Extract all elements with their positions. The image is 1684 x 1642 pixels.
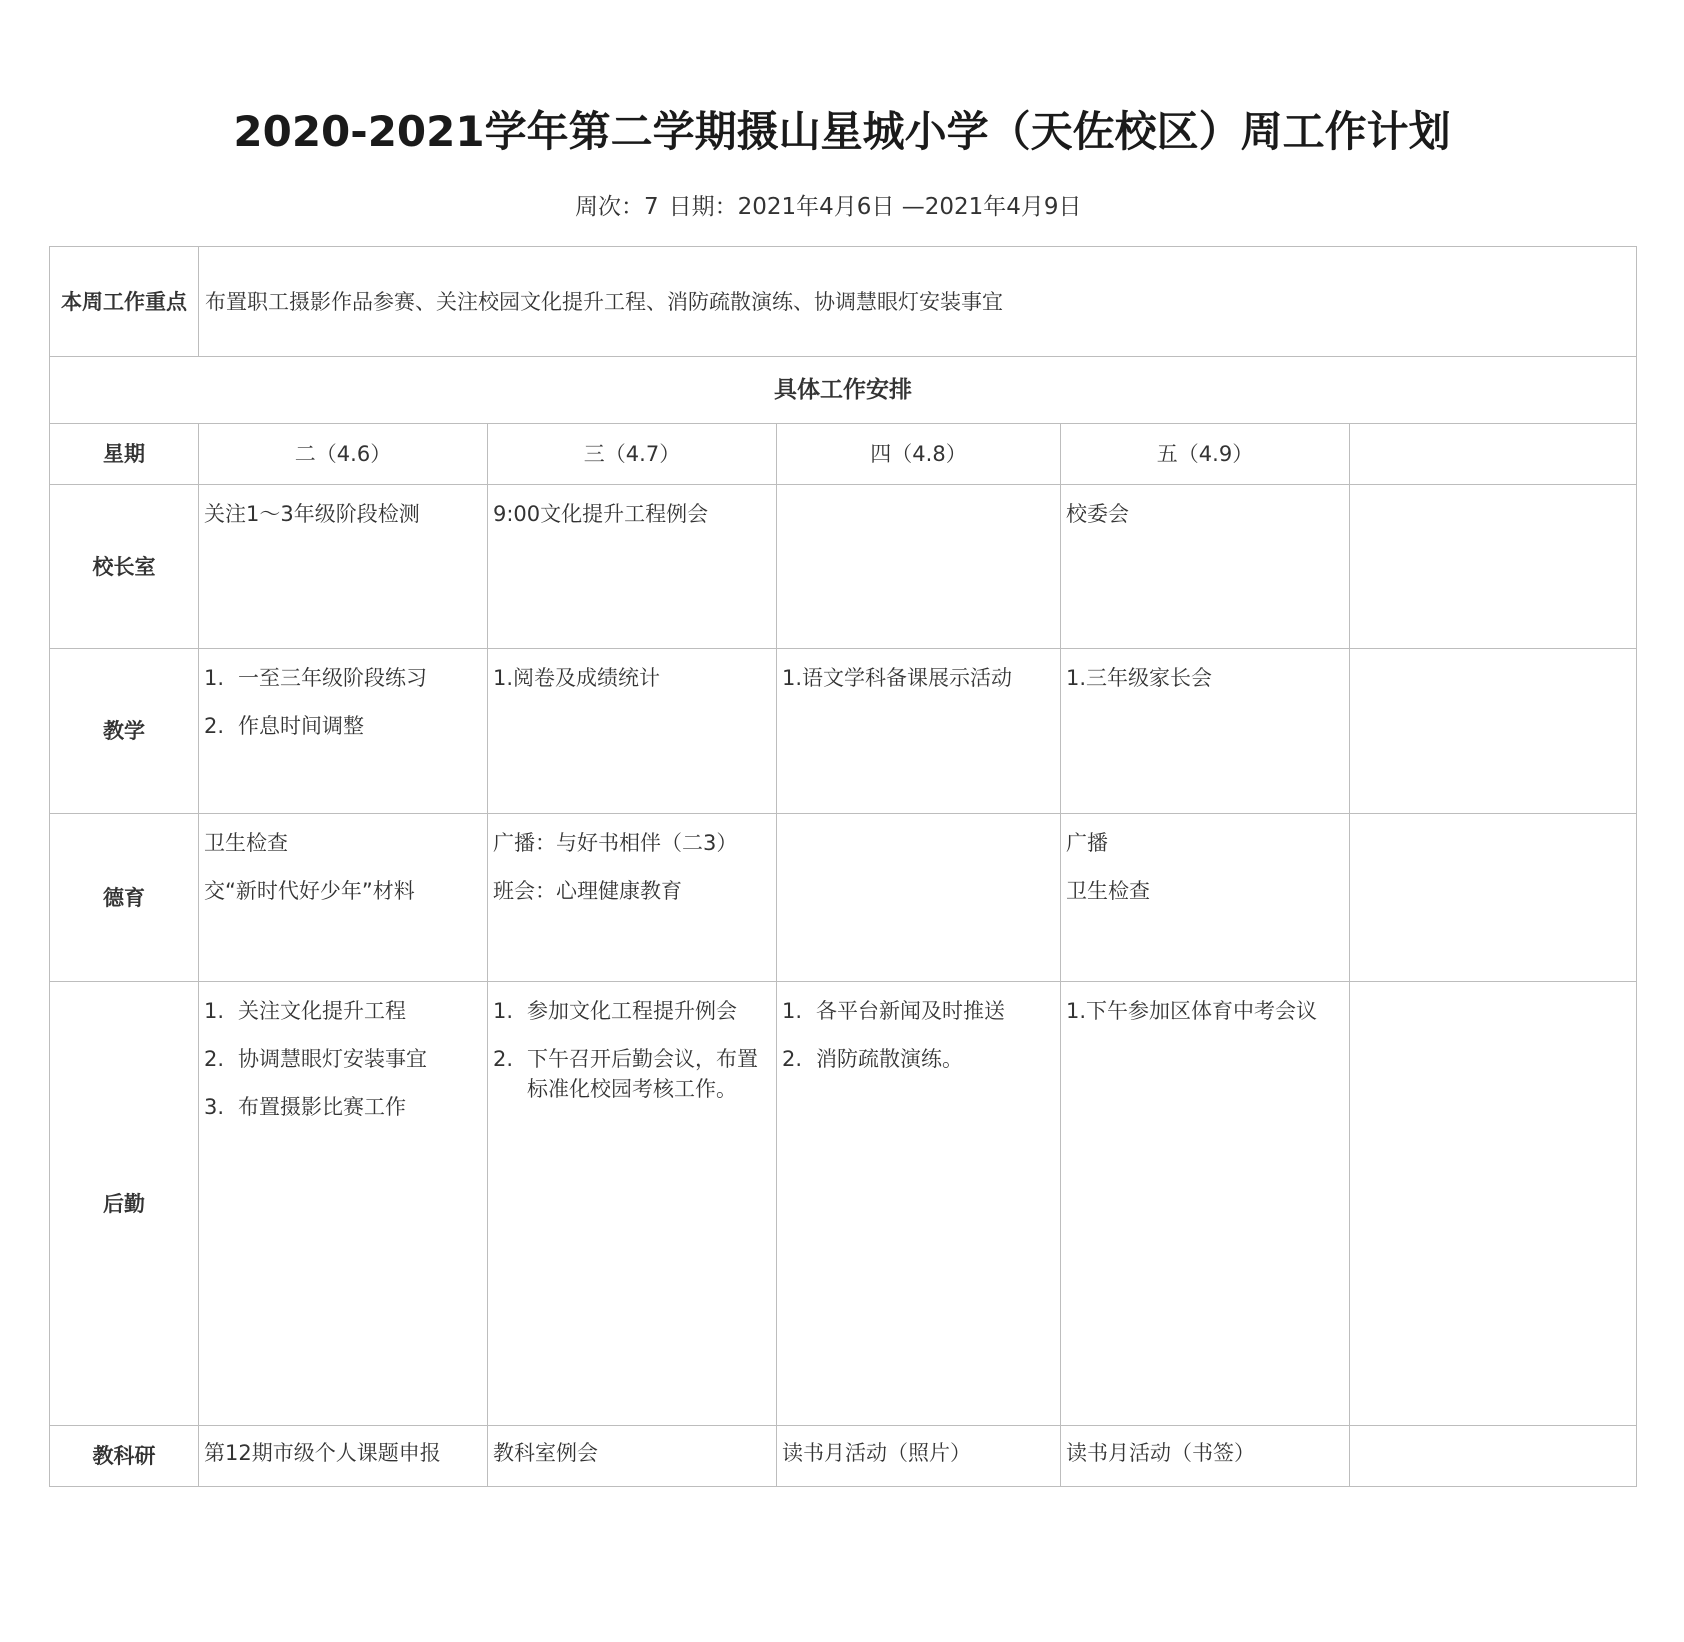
- moral-extra-cell: [1350, 814, 1637, 982]
- moral-fri-cell: [1061, 814, 1350, 982]
- logistics-tue-cell: [199, 982, 488, 1426]
- weekday-label: 星期: [50, 424, 199, 485]
- teaching-label: 教学: [50, 649, 199, 814]
- research-wed-text: 教科室例会: [493, 1441, 598, 1465]
- moral-thu-cell: [777, 814, 1061, 982]
- teaching-fri-cell: [1061, 649, 1350, 814]
- teaching-thu-cell: [777, 649, 1061, 814]
- section-title: 具体工作安排: [50, 357, 1637, 424]
- teaching-wed-cell: [488, 649, 777, 814]
- principal-tue-cell: [199, 485, 488, 649]
- research-thu-cell: [777, 1426, 1061, 1487]
- logistics-fri-text: 1.下午参加区体育中考会议: [1066, 999, 1318, 1023]
- principal-thu-cell: [777, 485, 1061, 649]
- day-header-wed: 三（4.7）: [488, 424, 777, 485]
- day-header-fri: 五（4.9）: [1061, 424, 1350, 485]
- logistics-fri-cell: [1061, 982, 1350, 1426]
- focus-text: 布置职工摄影作品参赛、关注校园文化提升工程、消防疏散演练、协调慧眼灯安装事宜: [199, 247, 1637, 357]
- moral-tue-text-1: 卫生检查: [204, 831, 288, 855]
- list-item: 2. 消防疏散演练。: [782, 1047, 963, 1071]
- research-fri-cell: [1061, 1426, 1350, 1487]
- list-item: 3. 布置摄影比赛工作: [204, 1095, 406, 1119]
- research-thu-text: 读书月活动（照片）: [782, 1441, 971, 1465]
- moral-row: [50, 814, 1637, 982]
- list-item: 2. 下午召开后勤会议，布置标准化校园考核工作。: [493, 1047, 758, 1101]
- moral-fri-text-1: 广播: [1066, 831, 1108, 855]
- teaching-wed-text: 1.阅卷及成绩统计: [493, 666, 661, 690]
- research-tue-cell: [199, 1426, 488, 1487]
- focus-label: 本周工作重点: [50, 247, 199, 357]
- principal-label: 校长室: [50, 485, 199, 649]
- logistics-wed-cell: [488, 982, 777, 1426]
- research-fri-text: 读书月活动（书签）: [1066, 1441, 1255, 1465]
- principal-tue-text: 关注1～3年级阶段检测: [204, 502, 420, 526]
- day-header-empty: [1350, 424, 1637, 485]
- moral-wed-text-2: 班会：心理健康教育: [493, 879, 682, 903]
- logistics-wed-list: [493, 996, 771, 1104]
- moral-wed-cell: [488, 814, 777, 982]
- date-range: 日期：2021年4月6日 —2021年4月9日: [668, 194, 1082, 220]
- principal-fri-text: 校委会: [1066, 502, 1129, 526]
- list-item: 2. 作息时间调整: [204, 714, 364, 738]
- list-item: 1. 各平台新闻及时推送: [782, 999, 1005, 1023]
- research-extra-cell: [1350, 1426, 1637, 1487]
- principal-extra-cell: [1350, 485, 1637, 649]
- principal-fri-cell: [1061, 485, 1350, 649]
- logistics-tue-list: [204, 996, 482, 1122]
- teaching-tue-list: [204, 663, 482, 741]
- moral-label: 德育: [50, 814, 199, 982]
- list-item: 1. 关注文化提升工程: [204, 999, 406, 1023]
- page-title: 2020-2021学年第二学期摄山星城小学（天佐校区）周工作计划: [233, 107, 1451, 156]
- week-info: [0, 190, 1684, 224]
- teaching-thu-text: 1.语文学科备课展示活动: [782, 666, 1013, 690]
- focus-row: [50, 247, 1637, 357]
- logistics-extra-cell: [1350, 982, 1637, 1426]
- day-header-thu: 四（4.8）: [777, 424, 1061, 485]
- weekday-header-row: [50, 424, 1637, 485]
- research-tue-text: 第12期市级个人课题申报: [204, 1441, 441, 1465]
- moral-fri-text-2: 卫生检查: [1066, 879, 1150, 903]
- teaching-extra-cell: [1350, 649, 1637, 814]
- list-item: 1. 一至三年级阶段练习: [204, 666, 427, 690]
- moral-wed-text-1: 广播：与好书相伴（二3）: [493, 831, 738, 855]
- day-header-tue: 二（4.6）: [199, 424, 488, 485]
- principal-wed-text: 9:00文化提升工程例会: [493, 502, 709, 526]
- week-number: 周次：7: [575, 194, 659, 220]
- research-row: [50, 1426, 1637, 1487]
- list-item: 1. 参加文化工程提升例会: [493, 999, 737, 1023]
- teaching-row: [50, 649, 1637, 814]
- logistics-label: 后勤: [50, 982, 199, 1426]
- moral-tue-text-2: 交“新时代好少年”材料: [204, 879, 415, 903]
- logistics-thu-list: [782, 996, 1055, 1074]
- logistics-row: [50, 982, 1637, 1426]
- principal-row: [50, 485, 1637, 649]
- moral-tue-cell: [199, 814, 488, 982]
- principal-wed-cell: [488, 485, 777, 649]
- weekly-plan-table: [49, 246, 1637, 1487]
- logistics-thu-cell: [777, 982, 1061, 1426]
- list-item: 2. 协调慧眼灯安装事宜: [204, 1047, 427, 1071]
- research-wed-cell: [488, 1426, 777, 1487]
- teaching-tue-cell: [199, 649, 488, 814]
- research-label: 教科研: [50, 1426, 199, 1487]
- section-row: [50, 357, 1637, 424]
- teaching-fri-text: 1.三年级家长会: [1066, 666, 1213, 690]
